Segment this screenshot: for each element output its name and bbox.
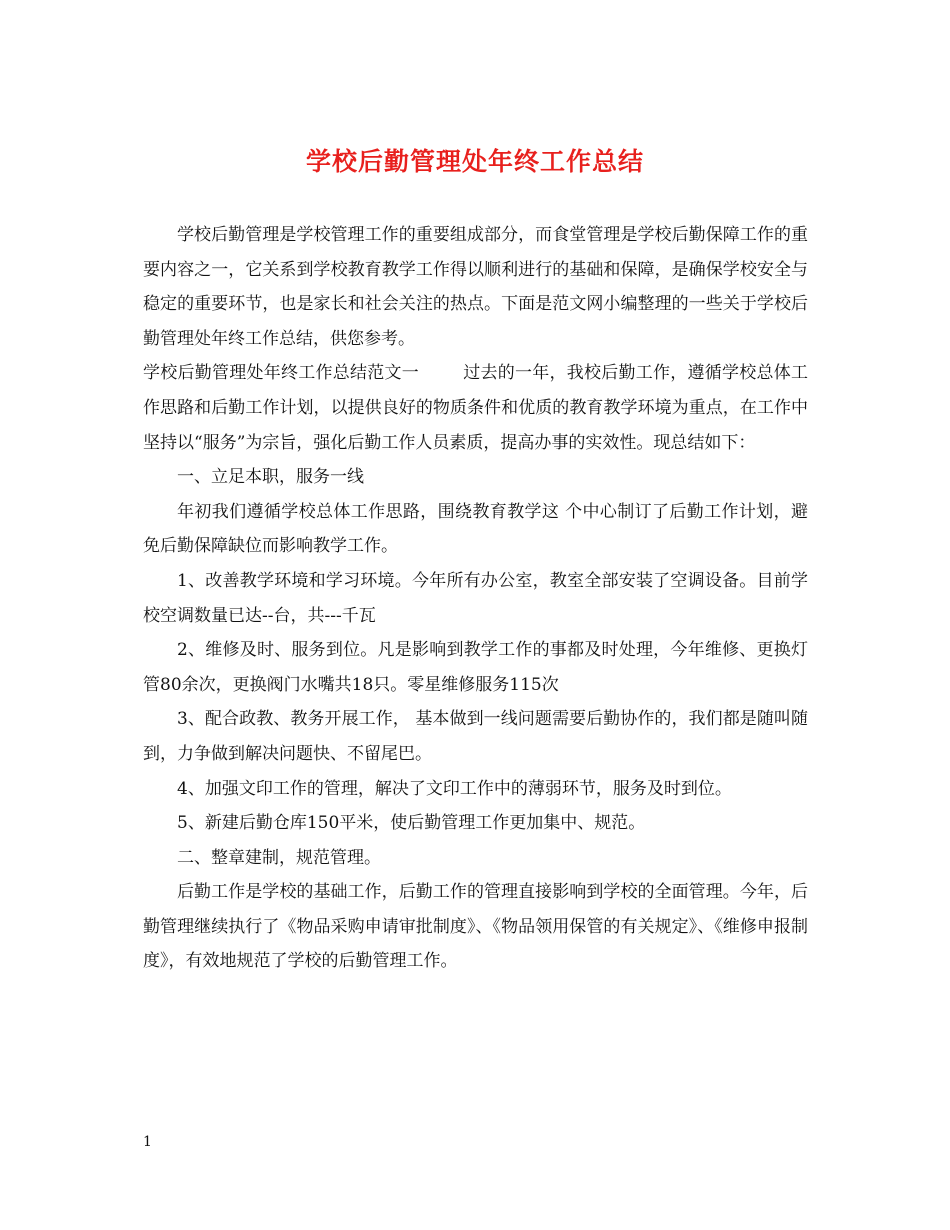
section2-heading: 二、整章建制，规范管理。 — [177, 847, 381, 868]
list-item-1: 1、改善教学环境和学习环境。今年所有办公室，教室全部安装了空调设备。目前学校空调数量已达--台，共---千瓦 — [143, 570, 808, 626]
sample-heading: 学校后勤管理处年终工作总结范文一 — [143, 363, 419, 384]
section1-intro: 年初我们遵循学校总体工作思路，围绕教育教学这 个中心制订了后勤工作计划，避免后勤保障缺位而影响教学工作。 — [143, 501, 808, 557]
list-item-2: 2、维修及时、服务到位。凡是影响到教学工作的事都及时处理，今年维修、更换灯管80余次，更换阀门水嘴共18只。零星维修服务115次 — [143, 640, 808, 695]
section2-text: 后勤工作是学校的基础工作，后勤工作的管理直接影响到学校的全面管理。今年，后勤管理继续执行了《物品采购申请审批制度》、《物品领用保管的有关规定》、《维修申报制度》，有效地规范了学校的后勤管理工作。 — [143, 882, 808, 972]
intro-paragraph: 学校后勤管理是学校管理工作的重要组成部分，而食堂管理是学校后勤保障工作的重要内容之一，它关系到学校教育教学工作得以顺利进行的基础和保障，是确保学校安全与稳定的重要环节，也是家长和社会关注的热点。下面是范文网小编整理的一些关于学校后勤管理处年终工作总结，供您参考。 — [143, 225, 808, 349]
sample-text: 过去的一年，我校后勤工作，遵循学校总体工作思路和后勤工作计划，以提供良好的物质条件和优质的教育教学环境为重点，在工作中坚持以“服务”为宗旨，强化后勤工作人员素质，提高办事的实效性。现总结如下： — [143, 363, 808, 453]
list-item-3: 3、配合政教、教务开展工作， 基本做到一线问题需要后勤协作的，我们都是随叫随到，力争做到解决问题快、不留尾巴。 — [143, 709, 808, 764]
document-body — [143, 218, 808, 979]
page-number: 1 — [143, 1134, 152, 1150]
document-title: 学校后勤管理处年终工作总结 — [305, 147, 644, 176]
list-item-5: 5、新建后勤仓库150平米，使后勤管理工作更加集中、规范。 — [177, 813, 646, 834]
list-item-4: 4、加强文印工作的管理，解决了文印工作中的薄弱环节，服务及时到位。 — [177, 778, 732, 799]
section1-heading: 一、立足本职，服务一线 — [177, 467, 364, 488]
sample-paragraph — [143, 356, 808, 460]
